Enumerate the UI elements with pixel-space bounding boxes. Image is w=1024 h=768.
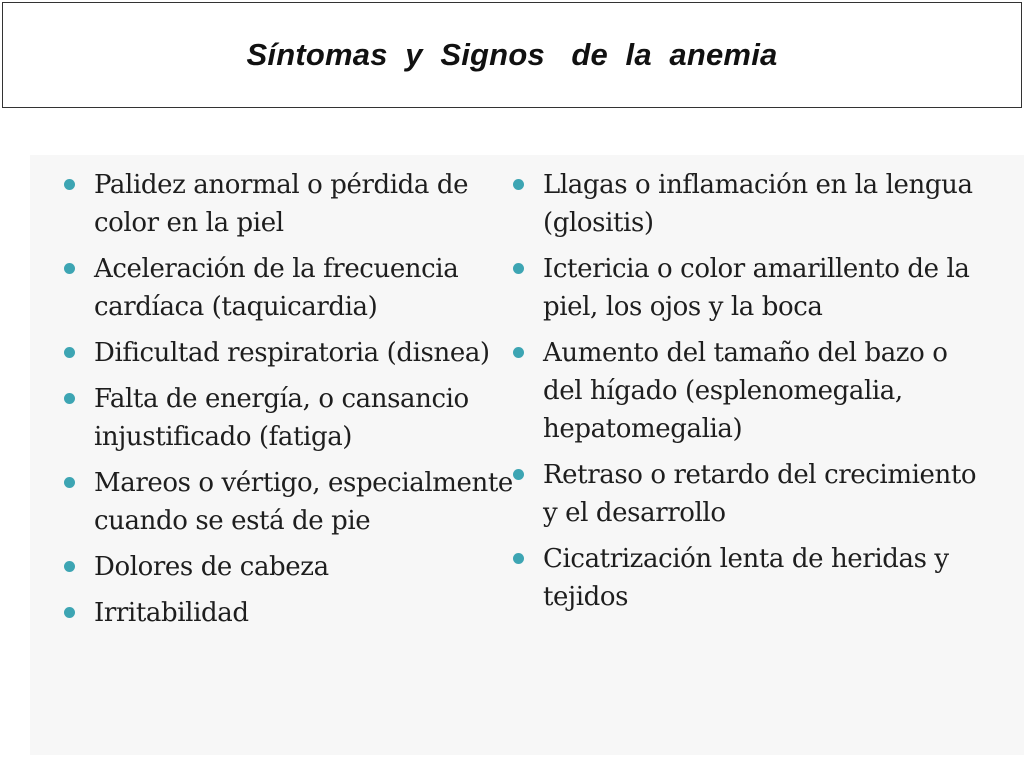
title-box: [2, 2, 1022, 108]
list-item-text: Dolores de cabeza: [94, 552, 329, 582]
right-column: [513, 166, 983, 624]
list-item: [513, 250, 983, 326]
bullet-icon: [513, 469, 524, 480]
list-item-text: Retraso o retardo del crecimiento y el desarrollo: [543, 460, 977, 528]
list-item: [513, 540, 983, 616]
list-item-text: Palidez anormal o pérdida de color en la piel: [94, 170, 469, 238]
bullet-icon: [513, 553, 524, 564]
list-item-text: Ictericia o color amarillento de la piel, los ojos y la boca: [543, 254, 970, 322]
slide-title: Síntomas y Signos de la anemia: [246, 37, 778, 72]
list-item: [64, 464, 514, 540]
bullet-icon: [513, 263, 524, 274]
right-bullet-list: [513, 166, 983, 616]
list-item: [513, 456, 983, 532]
list-item-text: Cicatrización lenta de heridas y tejidos: [543, 544, 949, 612]
bullet-icon: [64, 347, 75, 358]
list-item-text: Irritabilidad: [94, 598, 249, 628]
list-item: [513, 166, 983, 242]
list-item-text: Aumento del tamaño del bazo o del hígado (esplenomegalia, hepatomegalia): [543, 338, 948, 444]
left-bullet-list: [64, 166, 514, 632]
bullet-icon: [64, 179, 75, 190]
list-item: [64, 594, 514, 632]
bullet-icon: [64, 607, 75, 618]
bullet-icon: [513, 179, 524, 190]
left-column: [64, 166, 514, 640]
bullet-icon: [64, 263, 75, 274]
list-item: [64, 334, 514, 372]
bullet-icon: [64, 477, 75, 488]
list-item: [513, 334, 983, 448]
list-item-text: Mareos o vértigo, especialmente cuando se está de pie: [94, 468, 513, 536]
list-item: [64, 166, 514, 242]
list-item-text: Falta de energía, o cansancio injustificado (fatiga): [94, 384, 469, 452]
list-item: [64, 548, 514, 586]
bullet-icon: [64, 393, 75, 404]
list-item-text: Llagas o inflamación en la lengua (glositis): [543, 170, 973, 238]
bullet-icon: [64, 561, 75, 572]
list-item: [64, 250, 514, 326]
list-item-text: Dificultad respiratoria (disnea): [94, 338, 490, 368]
list-item-text: Aceleración de la frecuencia cardíaca (taquicardia): [94, 254, 459, 322]
bullet-icon: [513, 347, 524, 358]
list-item: [64, 380, 514, 456]
